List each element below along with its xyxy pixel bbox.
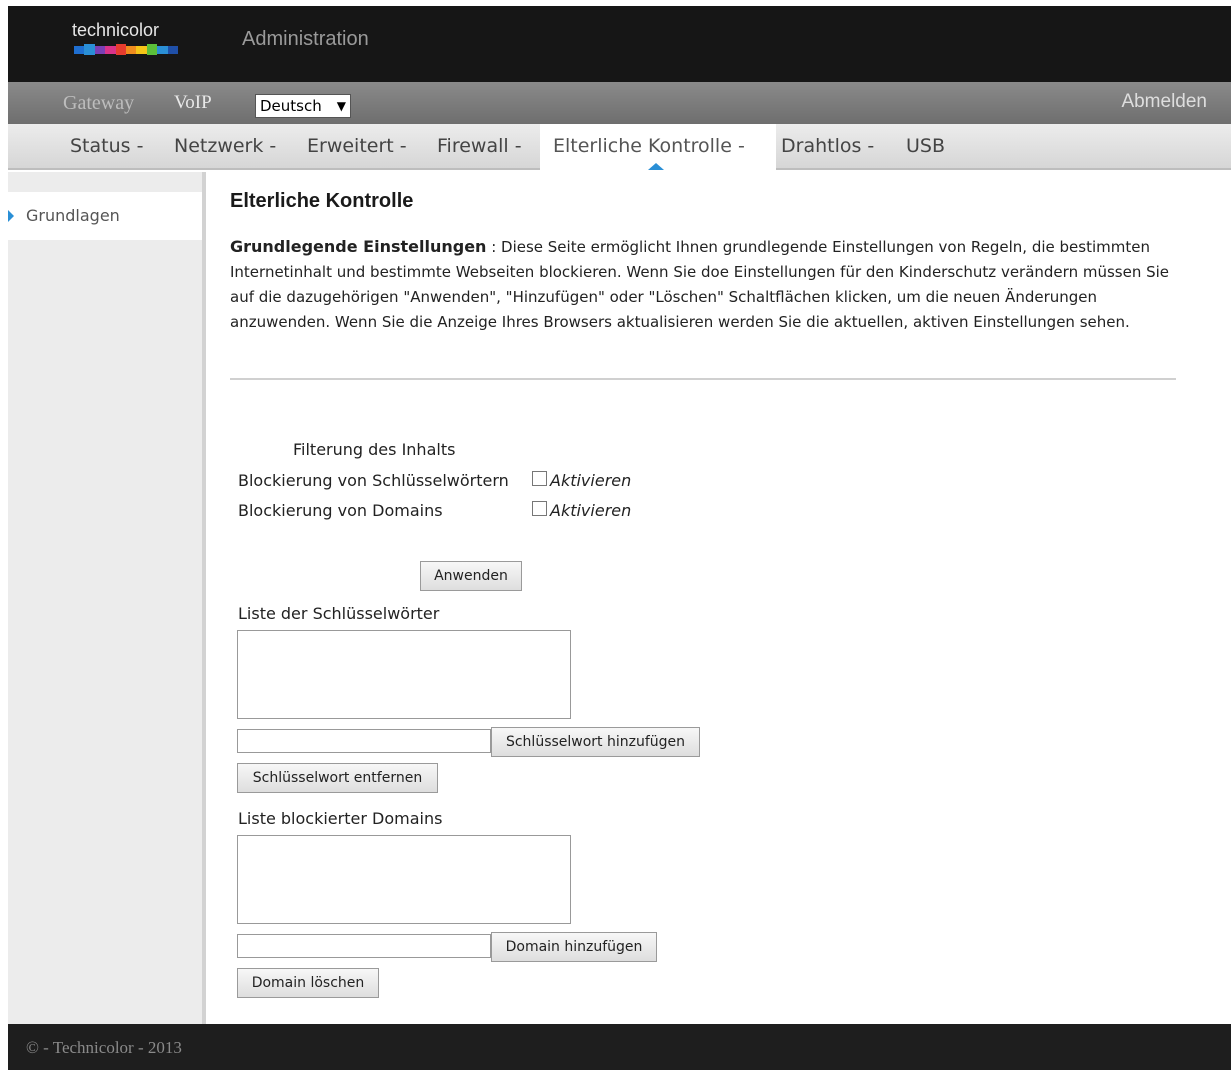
sidebar-item-label: Grundlagen [26,206,120,225]
voip-link[interactable]: VoIP [174,92,212,113]
intro-separator: : [486,238,502,256]
nav-item-status[interactable]: Status - [70,135,144,157]
keyword-block-checkbox[interactable] [532,471,547,486]
sidebar-item-grundlagen[interactable] [8,192,202,240]
logo-stripe-segment [105,46,115,54]
logo-stripe-segment [116,44,126,55]
domain-input[interactable] [237,934,491,958]
chevron-down-icon: ▼ [336,99,346,113]
keyword-list-label: Liste der Schlüsselwörter [238,604,440,623]
keyword-enable-label: Aktivieren [550,471,632,490]
logo-stripe-segment [147,44,157,55]
domain-block-checkbox[interactable] [532,501,547,516]
keyword-input[interactable] [237,729,491,753]
divider [230,378,1176,380]
logo-stripe-segment [74,46,84,54]
domain-list-label: Liste blockierter Domains [238,809,443,828]
header-bar [8,6,1231,82]
nav-item-elterliche-kontrolle[interactable]: Elterliche Kontrolle - [553,135,745,157]
page-title: Elterliche Kontrolle [230,190,414,212]
footer-copyright: © - Technicolor - 2013 [26,1038,182,1057]
logo-stripe-segment [168,46,178,54]
logo-stripe-segment [157,46,167,54]
nav-item-erweitert[interactable]: Erweitert - [307,135,407,157]
arrow-right-icon [8,210,14,222]
admin-title: Administration [242,28,369,50]
nav-item-netzwerk[interactable]: Netzwerk - [174,135,277,157]
sidebar [8,172,206,1024]
nav-item-usb[interactable]: USB [906,135,946,157]
apply-button[interactable]: Anwenden [420,561,522,591]
logo-text: technicolor [72,20,160,40]
active-caret-icon [648,163,664,170]
remove-keyword-button[interactable]: Schlüsselwort entfernen [237,763,438,793]
intro-text [230,234,1175,335]
language-select[interactable] [255,94,351,118]
intro-body: Diese Seite ermöglicht Ihnen grundlegende Einstellungen von Regeln, die bestimmten Internetinhalt und bestimmte Webseiten blockieren. Wenn Sie doe Einstellungen für den Kinderschutz verändern müssen Sie auf die dazugehörigen "Anwenden", "Hinzufügen" oder "Löschen" Schaltflächen klicken, um die neuen Änderungen anzuwenden. Wenn Sie die Anzeige Ihres Browsers aktualisieren werden Sie die aktuellen, aktiven Einstellungen sehen. [230,238,1170,331]
logo-stripe-segment [136,46,146,54]
logo-color-stripe [74,46,178,54]
add-keyword-button[interactable]: Schlüsselwort hinzufügen [491,727,700,757]
gateway-link[interactable]: Gateway [63,92,135,114]
logout-link[interactable]: Abmelden [1121,91,1207,112]
footer [8,1024,1231,1070]
domain-block-label: Blockierung von Domains [238,501,443,520]
domain-enable-label: Aktivieren [550,501,632,520]
main-nav [8,124,1231,170]
domain-list[interactable] [237,835,571,924]
delete-domain-button[interactable]: Domain löschen [237,968,379,998]
logo-stripe-segment [95,46,105,54]
top-navigation-bar [8,82,1231,124]
logo-stripe-segment [126,46,136,54]
intro-heading: Grundlegende Einstellungen [230,237,487,256]
nav-item-firewall[interactable]: Firewall - [437,135,522,157]
keyword-list[interactable] [237,630,571,719]
nav-item-drahtlos[interactable]: Drahtlos - [781,135,875,157]
logo-stripe-segment [84,44,94,55]
filter-heading: Filterung des Inhalts [293,440,456,459]
technicolor-logo[interactable] [70,20,180,68]
add-domain-button[interactable]: Domain hinzufügen [491,932,657,962]
language-select-value: Deutsch [260,97,322,115]
keyword-block-label: Blockierung von Schlüsselwörtern [238,471,509,490]
